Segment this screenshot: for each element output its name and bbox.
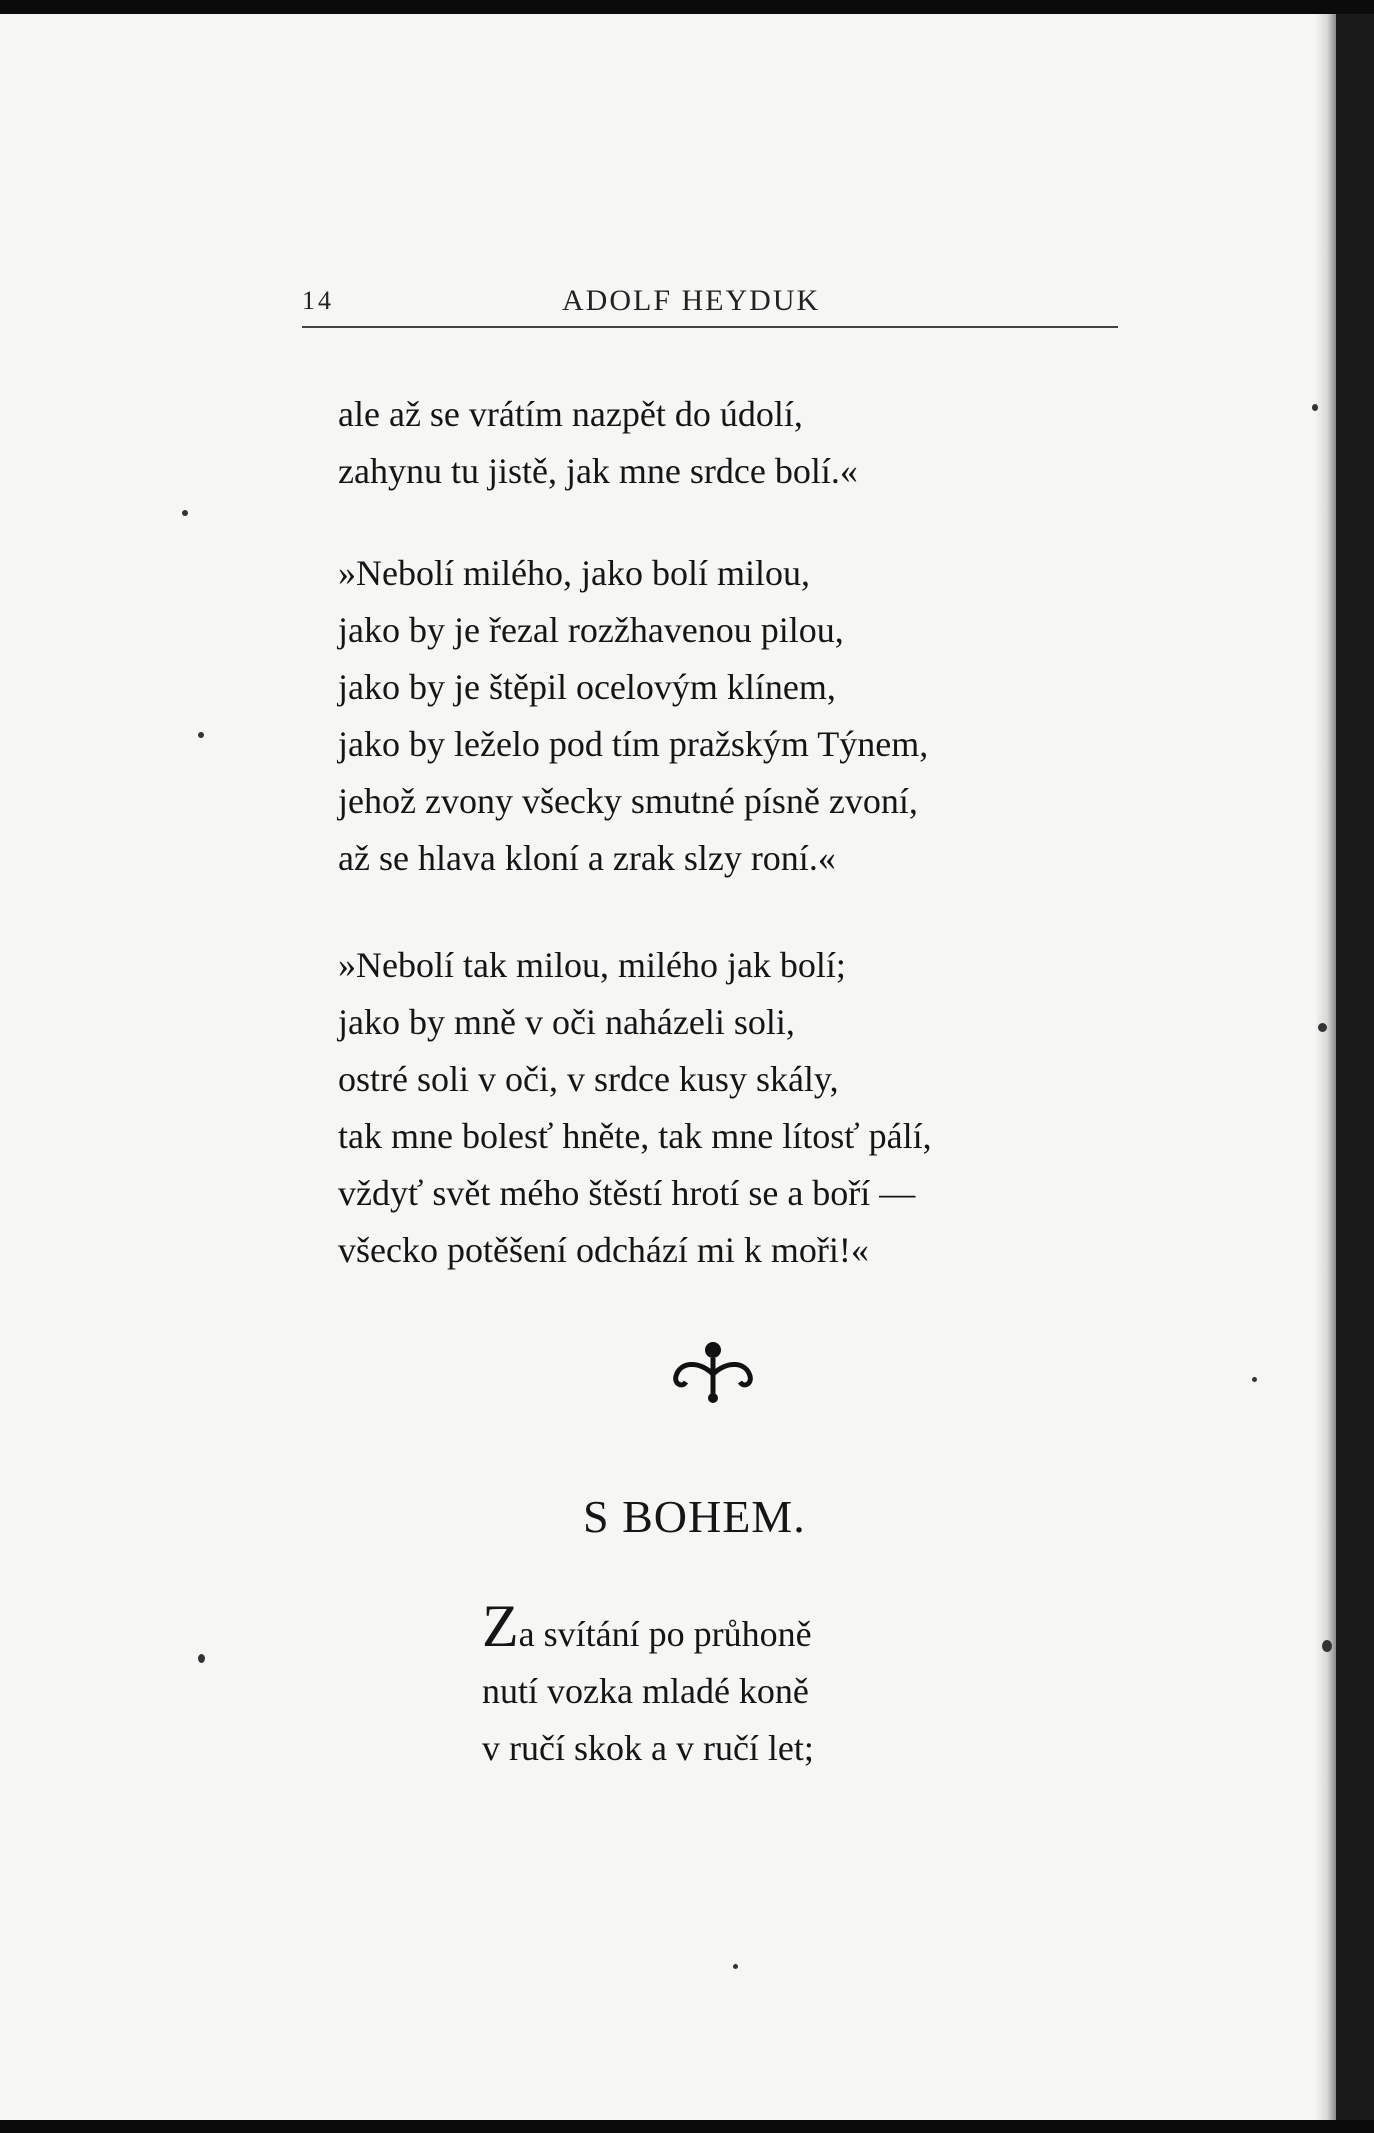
verse-line: jako by je štěpil ocelovým klínem, xyxy=(338,667,836,707)
verse-line: vždyť svět mého štěstí hrotí se a boří — xyxy=(338,1173,916,1213)
stanza-3 xyxy=(338,937,932,1279)
drop-cap: Z xyxy=(482,1593,519,1659)
print-speck xyxy=(182,510,188,516)
verse-line: všecko potěšení odchází mi k moři!« xyxy=(338,1230,869,1270)
poem-s-bohem xyxy=(482,1593,814,1777)
verse-line: až se hlava kloní a zrak slzy roní.« xyxy=(338,838,836,878)
print-speck xyxy=(733,1964,738,1969)
print-speck xyxy=(198,1654,205,1663)
verse-line: zahynu tu jistě, jak mne srdce bolí.« xyxy=(338,451,858,491)
verse-line: nutí vozka mladé koně xyxy=(482,1671,809,1711)
book-spine xyxy=(1336,14,1374,2120)
verse-line: jako by mně v oči naházeli soli, xyxy=(338,1002,795,1042)
section-title: S BOHEM. xyxy=(583,1491,806,1542)
running-header-title: ADOLF HEYDUK xyxy=(562,284,821,317)
verse-line: tak mne bolesť hněte, tak mne lítosť pálí, xyxy=(338,1116,932,1156)
print-speck xyxy=(1312,404,1318,411)
print-speck xyxy=(1252,1377,1257,1382)
stanza-2 xyxy=(338,545,928,887)
verse-line: jehož zvony všecky smutné písně zvoní, xyxy=(338,781,918,821)
print-speck xyxy=(1318,1023,1327,1032)
page-edge xyxy=(1316,14,1336,2120)
verse-line: jako by leželo pod tím pražským Týnem, xyxy=(338,724,929,764)
print-speck xyxy=(1322,1640,1332,1652)
fleuron-ornament-icon xyxy=(668,1340,758,1404)
stanza-1 xyxy=(338,386,858,500)
verse-line: »Nebolí milého, jako bolí milou, xyxy=(338,553,810,593)
verse-line: ostré soli v oči, v srdce kusy skály, xyxy=(338,1059,839,1099)
page-number: 14 xyxy=(302,286,334,315)
verse-line-rest: a svítání po průhoně xyxy=(518,1614,812,1654)
verse-line: v ručí skok a v ručí let; xyxy=(482,1728,814,1768)
verse-line: jako by je řezal rozžhavenou pilou, xyxy=(338,610,844,650)
print-speck xyxy=(198,732,204,738)
verse-line: ale až se vrátím nazpět do údolí, xyxy=(338,394,803,434)
verse-line: »Nebolí tak milou, milého jak bolí; xyxy=(338,945,846,985)
verse-line xyxy=(482,1593,814,1663)
running-header xyxy=(302,284,1118,328)
